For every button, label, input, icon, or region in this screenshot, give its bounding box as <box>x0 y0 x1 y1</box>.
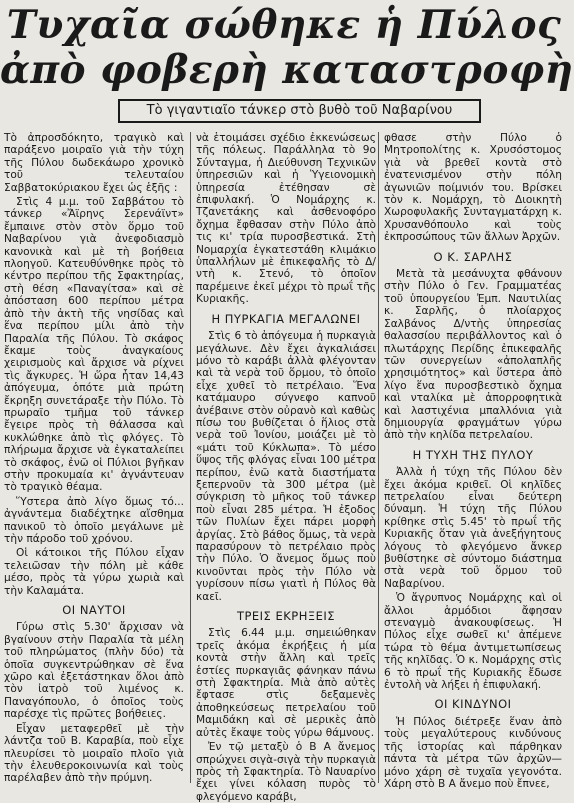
article-column-1 <box>4 132 184 783</box>
paragraph: Ἀλλὰ ἡ τύχη τῆς Πύλου δὲν ἔχει ἀκόμα κριθεῖ. Οἱ κηλῖδες πετρελαίου εἶναι δεύτερη δύναμη. Ἡ τύχη τῆς Πύλου κρίθηκε στὶς 5.45' τὸ πρωΐ τῆς Κυριακῆς ὅταν γιὰ ἀνεξήγητους λόγους τὸ φλεγόμενο ἄνκερ βυθίστηκε σὲ σύντομο διάστημα στὰ νερὰ τοῦ ὅρμου τοῦ Ναβαρίνου. <box>384 466 562 590</box>
paragraph: Γύρω στὶς 5.30' ἄρχισαν νὰ βγαίνουν στὴν Παραλία τὰ μέλη τοῦ πληρώματος (πλὴν δύο) τὰ ὁποῖα συγκεντρώθηκαν σὲ ἕνα χῶρο καὶ ἐξετάστηκαν ὅλοι ἀπὸ τὸν ἰατρὸ τοῦ λιμένος κ. Παναγόπουλο, ὁ ὁποῖος τοὺς παρέσχε τὶς πρῶτες βοήθειες. <box>4 621 184 721</box>
section-heading: ΟΙ ΚΙΝΔΥΝΟΙ <box>434 697 512 712</box>
article-column-2 <box>196 132 376 803</box>
paragraph: Μετὰ τὰ μεσάνυχτα φθάνουν στὴν Πύλο ὁ Γεν. Γραμματέας τοῦ ὑπουργείου Ἐμπ. Ναυτιλίας κ. Σαρλῆς, ὁ πλοίαρχος Σαλβάνος Δ/ντὴς ὑπηρεσίας θαλασσίου περιβάλλοντος καὶ ὁ πλωτάρχης Περίδης ἐπικεφαλῆς τῶν συνεργείων «ἀπολαπλῆς χρησιμότητος» καὶ ὕστερα ἀπὸ λίγο ἕνα πυροσβεστικὸ ὄχημα καὶ νταλίκα μὲ ἀπορροφητικὰ καὶ λαστιχένια μπαλλόνια γιὰ δημιουργία φραγμάτων γύρω ἀπὸ τὴν κηλίδα πετρελαίου. <box>384 268 562 442</box>
paragraph: Ἡ Πύλος διέτρεξε ἕναν ἀπὸ τοὺς μεγαλύτερους κινδύνους τῆς ἱστορίας καὶ πάρθηκαν πάντα τὰ μέτρα τῶν ἀρχῶν—μόνο χάρη σὲ τυχαῖα γεγονότα. Χάρη στὸ Β Α ἄνεμο ποὺ ἔπνεε, <box>384 715 562 790</box>
paragraph: Στὶς 6.44 μ.μ. σημειώθηκαν τρεῖς ἀκόμα ἐκρήξεις ἡ μία κοντὰ στὴν ἄλλη καὶ τρεῖς ἑστίες πυρκαγιᾶς φάνηκαν πάνω στὴ Σφακτηρία. Μιὰ ἀπὸ αὐτὲς ἔφτασε στὶς δεξαμενὲς ἀποθηκεύσεως πετρελαίου τοῦ Μαμιδάκη καὶ σὲ μερικὲς ἀπὸ αὐτὲς ἔκαψε τοὺς γύρω θάμνους. <box>196 627 376 739</box>
column-divider <box>378 132 379 783</box>
paragraph: Ὕστερα ἀπὸ λίγο ὅμως τό... ἀγνάντεμα διαδέχτηκε αἴσθημα πανικοῦ τὸ ὁποῖο μεγάλωνε μὲ τὴν πάροδο τοῦ χρόνου. <box>4 495 184 545</box>
paragraph: Τὸ ἀπροσδόκητο, τραγικὸ καὶ παράξενο μοιραῖο γιὰ τὴν τύχη τῆς Πύλου δωδεκάωρο χρονικὸ τοῦ τελευταίου Σαββατοκύριακου ἔχει ὡς ἑξῆς : <box>4 132 184 194</box>
headline-line-1: Τυχαῖα σώθηκε ἡ Πύλος <box>6 2 562 48</box>
section-heading: ΟΙ ΝΑΥΤΟΙ <box>62 603 126 618</box>
section-heading: Ο Κ. ΣΑΡΛΗΣ <box>433 249 513 264</box>
column-divider <box>190 132 191 783</box>
article-column-3 <box>384 132 562 790</box>
paragraph: Στὶς 6 τὸ ἀπόγευμα ἡ πυρκαγιὰ μεγάλωνε. Δὲν ἔχει ἀγκαλιάσει μόνο τὸ καράβι ἀλλὰ φλέγονταν καὶ τὰ νερὰ τοῦ ὅρμου, τὸ ὁποῖο εἶχε χυθεῖ τὸ πετρέλαιο. Ἕνα κατάμαυρο σύγνεφο καπνοῦ ἀνέβαινε στὸν οὐρανὸ καὶ καθὼς πίσω του βυθίζεται ὁ ἥλιος στὰ νερὰ τοῦ Ἰονίου, μοιάζει μὲ τὸ «μάτι τοῦ Κύκλωπα». Τὸ μέσο ὕψος τῆς φλόγας εἶναι 100 μέτρα περίπου, ἐνῶ κατὰ διαστήματα ξεπερνοῦν τὰ 300 μέτρα (μὲ σύγκριση τὸ μῆκος τοῦ τάνκερ ποὺ εἶναι 285 μέτρα. Ἡ ἐξοδος τῶν Πυλίων ἔχει πάρει μορφὴ ἀργίας. Στὸ βάθος ὅμως, τὰ νερὰ παρασύρουν τὸ πετρέλαιο πρὸς τὴν Πύλο. Ὁ ἄνεμος ὅμως ποὺ κινοῦνται πρὸς τὴν Πύλο νὰ γυρίσουν πίσω γιατὶ ἡ Πύλος θὰ καεῖ. <box>196 330 376 603</box>
paragraph: Εἶχαν μεταφερθεῖ μὲ τὴν λάντζα τοῦ Β. Καραβία, ποὺ εἶχε πλευρίσει τὸ μοιραῖο πλοῖο γιὰ τὴν ἑλευθεροκοινωνία καὶ τοὺς παρέλαβεν ἀπὸ τὴν πρύμνη. <box>4 722 184 785</box>
subheadline: Τὸ γιγαντιαῖο τάνκερ στὸ βυθὸ τοῦ Ναβαρίνου <box>118 99 481 123</box>
section-heading: ΤΡΕΙΣ ΕΚΡΗΞΕΙΣ <box>236 609 336 624</box>
paragraph: Οἱ κάτοικοι τῆς Πύλου εἶχαν τελειῶσαν τὴν πόλη μὲ κάθε μέσο, πρὸς τὰ γύρω χωριὰ καὶ τὴν Καλαμάτα. <box>4 547 184 597</box>
paragraph: φθασε στὴν Πύλο ὁ Μητροπολίτης κ. Χρυσόστομος γιὰ νὰ βρεθεῖ κοντὰ στὸ ἐνατενισμένον στὴν πόλη ἀγωνιῶν ποίμνιόν του. Βρίσκει τὸν κ. Νομάρχη, τὸ Διοικητὴ Χωροφυλακῆς Συνταγματάρχη κ. Χρυσανθόπουλο καὶ τοὺς ἐκπροσώπους τῶν ἄλλων Ἀρχῶν. <box>384 132 562 244</box>
section-heading: Η ΠΥΡΚΑΓΙΑ ΜΕΓΑΛΩΝΕΙ <box>211 311 361 326</box>
paragraph: Ὁ ἄγρυπνος Νομάρχης καὶ οἱ ἄλλοι ἁρμόδιοι ἄφησαν στεναγμὸ ἀνακουφίσεως. Ἡ Πύλος εἶχε σωθεῖ κι' ἀπέμενε τώρα τὸ θέμα ἀντιμετωπίσεως τῆς κηλῖδας. Ὁ κ. Νομάρχης στὶς 6 τὸ πρωΐ τῆς Κυριακῆς ἔδωσε ἐντολὴ νὰ λήξει ἡ ἐπιφυλακή. <box>384 592 562 692</box>
paragraph: Ἐν τῷ μεταξὺ ὁ Β Α ἄνεμος σπρώχνει σιγὰ-σιγὰ τὴν πυρκαγιὰ πρὸς τὴ Σφακτηρία. Τὸ Ναυαρίνο ἔχει γίνει κόλαση πυρὸς τὸ φλεγόμενο καράβι, <box>196 741 376 803</box>
headline-line-2: ἀπὸ φοβερὴ καταστροφὴ <box>0 47 574 93</box>
paragraph: νὰ ἑτοιμάσει σχέδιο ἐκκενώσεως τῆς πόλεως. Παράλληλα τὸ 9ο Σύνταγμα, ἡ Διεύθυνση Τεχνικῶν ὑπηρεσιῶν καὶ ἡ Ὑγειονομικὴ ὑπηρεσία ἐτέθησαν σὲ ἐπιφυλακή. Ὁ Νομάρχης κ. Τζανετάκης καὶ ἀσθενοφόρο ὄχημα ἔφθασαν στὴν Πύλο ἀπὸ τις κι' τρία πυροσβεστικά. Στὴ Νομαρχία ἐγκατεστάθη κλιμάκιο ὑπαλλήλων μὲ ἐπικεφαλῆς τὸ Δ/ντὴ κ. Στενό, τὸ ὁποῖον παρέμεινε ἐκεῖ μέχρι τὸ πρωΐ τῆς Κυριακῆς. <box>196 132 376 306</box>
section-heading: Η ΤΥΧΗ ΤΗΣ ΠΥΛΟΥ <box>412 447 534 462</box>
paragraph: Στὶς 4 μ.μ. τοῦ Σαββάτου τὸ τάνκερ «Ἄϊρηνς Σερενάϊντ» ἔμπαινε στὸν στὸν ὅρμο τοῦ Ναβαρίνου γιὰ ἀνεφοδιασμὸ κανονικὰ καὶ μὲ τὴ βοήθεια πλοηγοῦ. Κατευθύνθηκε πρὸς τὸ κέντρο περίπου τῆς Σφακτηρίας, στὴ θέση «Παναγίτσα» καὶ σὲ ἀπόσταση 600 περίπου μέτρα ἀπὸ τὴν ἀκτὴ τῆς νησίδας καὶ ἕνα περίπου μίλι ἀπὸ τὴν Παραλία τῆς Πύλου. Τὸ σκάφος ἔκαμε τοὺς ἀναγκαίους χειρισμοὺς καὶ ἄρχισε νὰ ρίχνει τὶς ἄγκυρες. Ἡ ὥρα ἦταν 14,43 ἀπόγευμα, ὁπότε μιὰ πρώτη ἔκρηξη συνετάραξε τὴν Πύλο. Τὸ πρωραῖο τμῆμα τοῦ τάνκερ ἔγειρε πρὸς τὴ θάλασσα καὶ κυκλώθηκε ἀπὸ τὶς φλόγες. Τὸ πλήρωμα ἄρχισε νὰ ἐγκαταλείπει τὸ σκάφος, ἐνῶ οἱ Πύλιοι βγῆκαν στὴν προκυμαία κι' ἀγνάντευαν τὸ τραγικὸ θέαμα. <box>4 196 184 494</box>
